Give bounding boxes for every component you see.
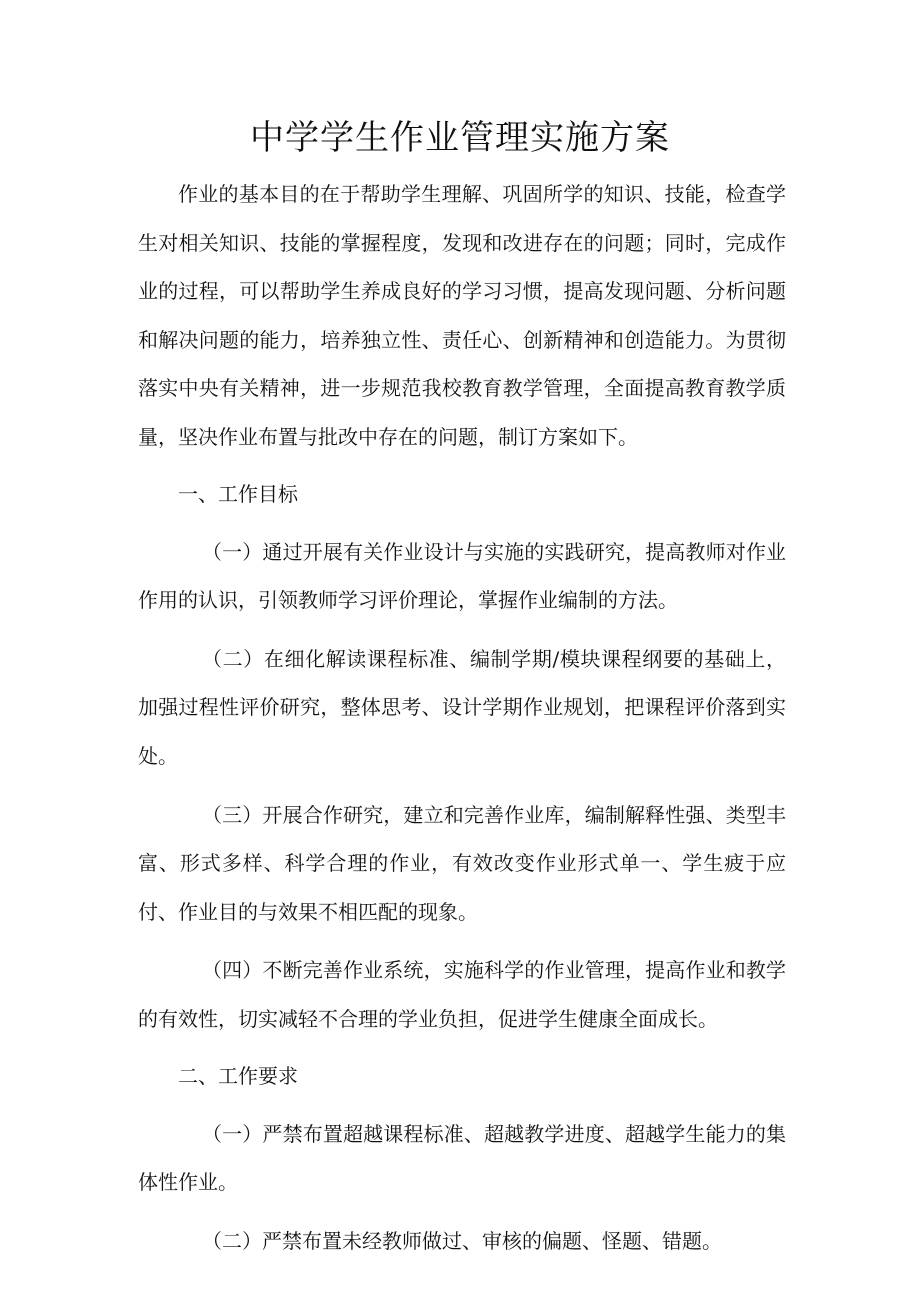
goal-item-2: （二）在细化解读课程标准、编制学期/模块课程纲要的基础上，加强过程性评价研究，整体思考、设计学期作业规划，把课程评价落到实处。 xyxy=(138,646,786,768)
goal-item-1: （一）通过开展有关作业设计与实施的实践研究，提高教师对作业作用的认识，引领教师学习评价理论，掌握作业编制的方法。 xyxy=(138,539,786,613)
intro-paragraph: 作业的基本目的在于帮助学生理解、巩固所学的知识、技能，检查学生对相关知识、技能的掌握程度，发现和改进存在的问题；同时，完成作业的过程，可以帮助学生养成良好的学习习惯，提高发现问题、分析问题和解决问题的能力，培养独立性、责任心、创新精神和创造能力。为贯彻落实中央有关精神，进一步规范我校教育教学管理，全面提高教育教学质量，坚决作业布置与批改中存在的问题，制订方案如下。 xyxy=(138,182,786,449)
section-heading-goals: 一、工作目标 xyxy=(178,481,298,506)
goal-item-3: （三）开展合作研究，建立和完善作业库，编制解释性强、类型丰富、形式多样、科学合理的作业，有效改变作业形式单一、学生疲于应付、作业目的与效果不相匹配的现象。 xyxy=(138,802,786,924)
document-title: 中学学生作业管理实施方案 xyxy=(250,118,670,158)
document-body xyxy=(138,170,786,1275)
requirement-item-2: （二）严禁布置未经教师做过、审核的偏题、怪题、错题。 xyxy=(202,1228,722,1253)
section-heading-requirements: 二、工作要求 xyxy=(178,1063,298,1088)
goal-item-4: （四）不断完善作业系统，实施科学的作业管理，提高作业和教学的有效性，切实减轻不合理的学业负担，促进学生健康全面成长。 xyxy=(138,958,786,1031)
requirement-item-1: （一）严禁布置超越课程标准、超越教学进度、超越学生能力的集体性作业。 xyxy=(138,1121,786,1195)
